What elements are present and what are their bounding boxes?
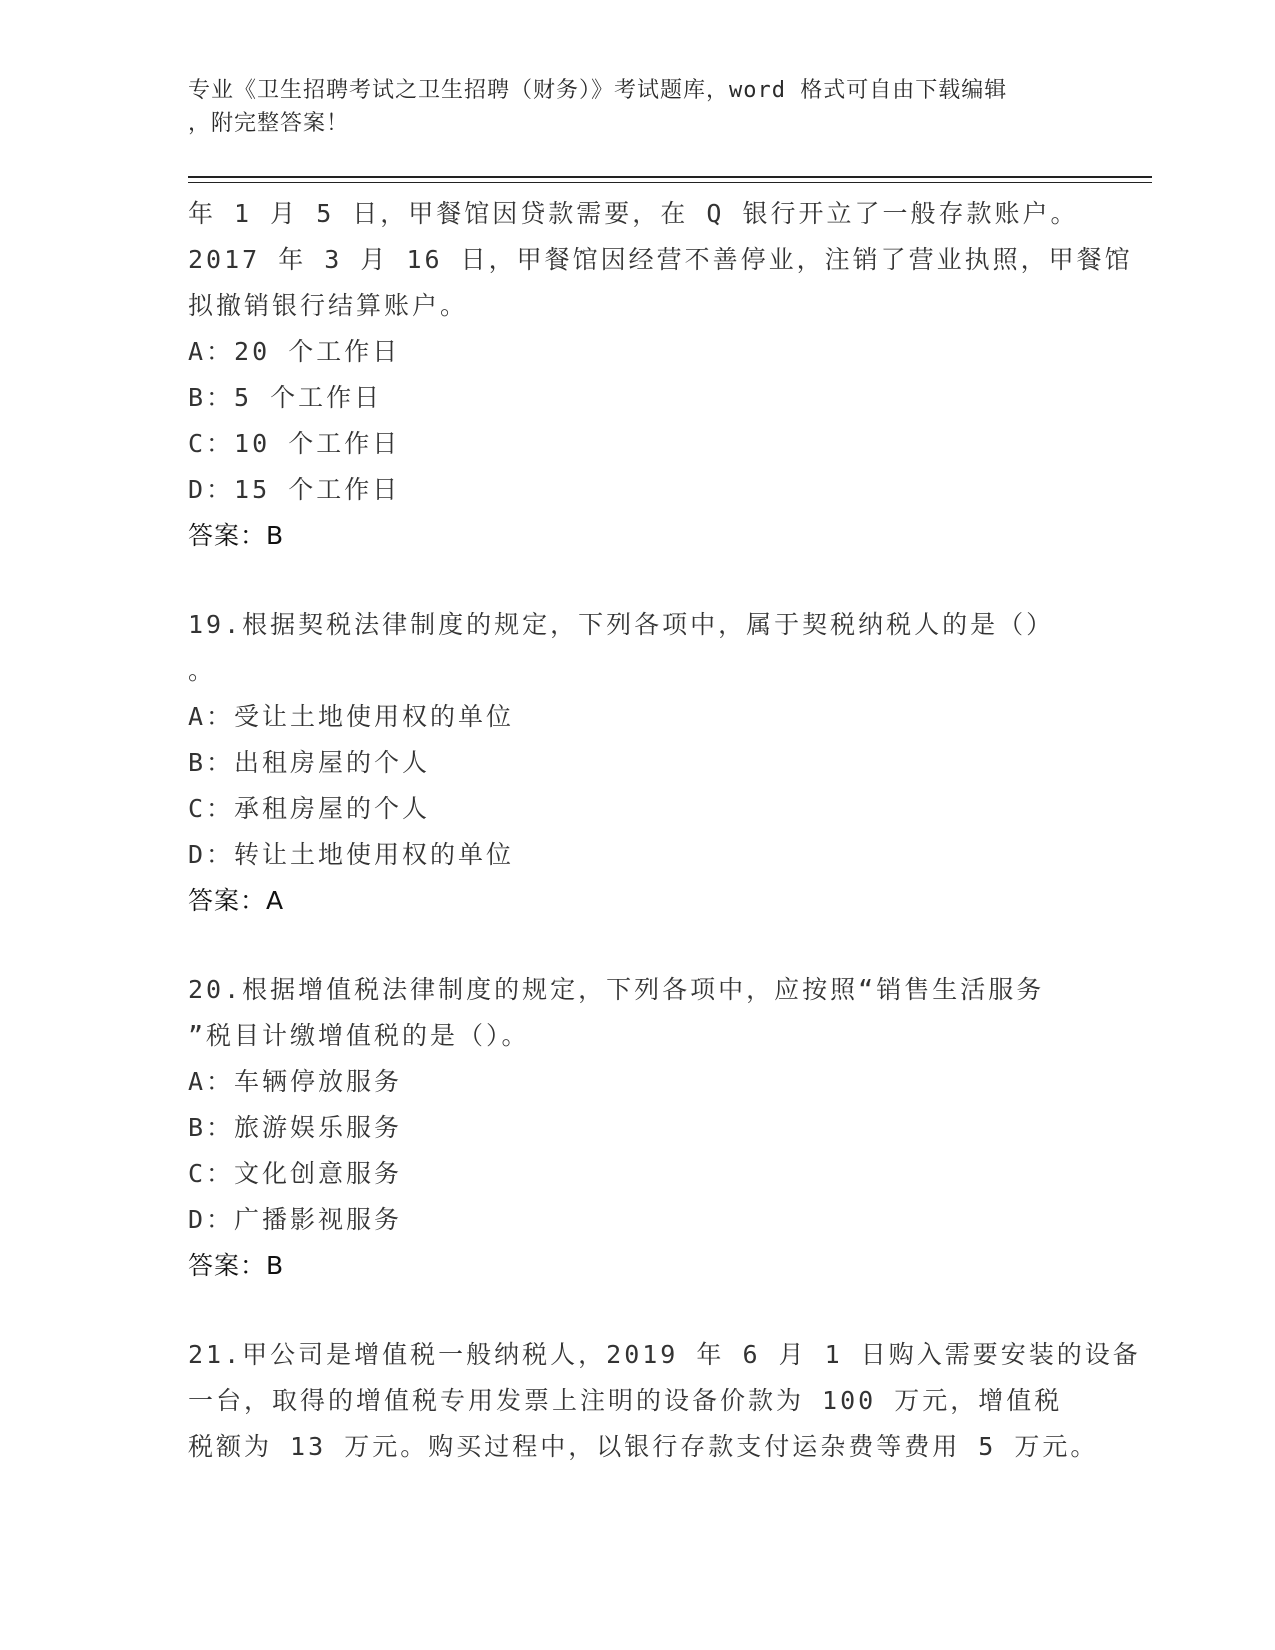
- header-line-1: 专业《卫生招聘考试之卫生招聘（财务）》考试题库，word 格式可自由下载编辑: [188, 78, 1008, 103]
- question-21: [188, 1332, 1141, 1470]
- spacer: [188, 559, 1088, 602]
- question-text-line: 。: [188, 656, 217, 685]
- question-19: [188, 602, 1088, 924]
- question-text-line: 19.根据契税法律制度的规定，下列各项中，属于契税纳税人的是（）: [188, 610, 1055, 639]
- header-line-2: ，附完整答案！: [188, 111, 350, 136]
- option-c: C：承租房屋的个人: [188, 794, 431, 823]
- answer-label: 答案：B: [188, 521, 285, 550]
- spacer: [188, 924, 1088, 967]
- option-a: A：20 个工作日: [188, 337, 401, 366]
- question-18-continued: [188, 191, 1133, 559]
- option-b: B：5 个工作日: [188, 383, 383, 412]
- answer-label: 答案：A: [188, 886, 285, 915]
- question-text-line: 税额为 13 万元。购买过程中，以银行存款支付运杂费等费用 5 万元。: [188, 1432, 1099, 1461]
- option-d: D：转让土地使用权的单位: [188, 840, 515, 869]
- document-body: [188, 191, 1141, 1470]
- question-text-line: 一台，取得的增值税专用发票上注明的设备价款为 100 万元，增值税: [188, 1386, 1063, 1415]
- question-text-line: 21.甲公司是增值税一般纳税人，2019 年 6 月 1 日购入需要安装的设备: [188, 1340, 1141, 1369]
- header-rule-thin: [188, 182, 1152, 183]
- spacer: [188, 1289, 1088, 1332]
- question-20: [188, 967, 1088, 1289]
- question-text-line: 2017 年 3 月 16 日，甲餐馆因经营不善停业，注销了营业执照，甲餐馆: [188, 245, 1133, 274]
- option-c: C：10 个工作日: [188, 429, 401, 458]
- option-b: B：出租房屋的个人: [188, 748, 431, 777]
- answer-label: 答案：B: [188, 1251, 285, 1280]
- option-d: D：15 个工作日: [188, 475, 401, 504]
- option-a: A：受让土地使用权的单位: [188, 702, 515, 731]
- option-b: B：旅游娱乐服务: [188, 1113, 403, 1142]
- question-text-line: 拟撤销银行结算账户。: [188, 291, 469, 320]
- option-d: D：广播影视服务: [188, 1205, 403, 1234]
- header-rule-thick: [188, 176, 1152, 178]
- document-header: [188, 74, 1068, 140]
- option-c: C：文化创意服务: [188, 1159, 403, 1188]
- option-a: A：车辆停放服务: [188, 1067, 403, 1096]
- question-text-line: 年 1 月 5 日，甲餐馆因贷款需要，在 Q 银行开立了一般存款账户。: [188, 199, 1079, 228]
- question-text-line: ”税目计缴增值税的是（）。: [188, 1021, 530, 1050]
- question-text-line: 20.根据增值税法律制度的规定，下列各项中，应按照“销售生活服务: [188, 975, 1045, 1004]
